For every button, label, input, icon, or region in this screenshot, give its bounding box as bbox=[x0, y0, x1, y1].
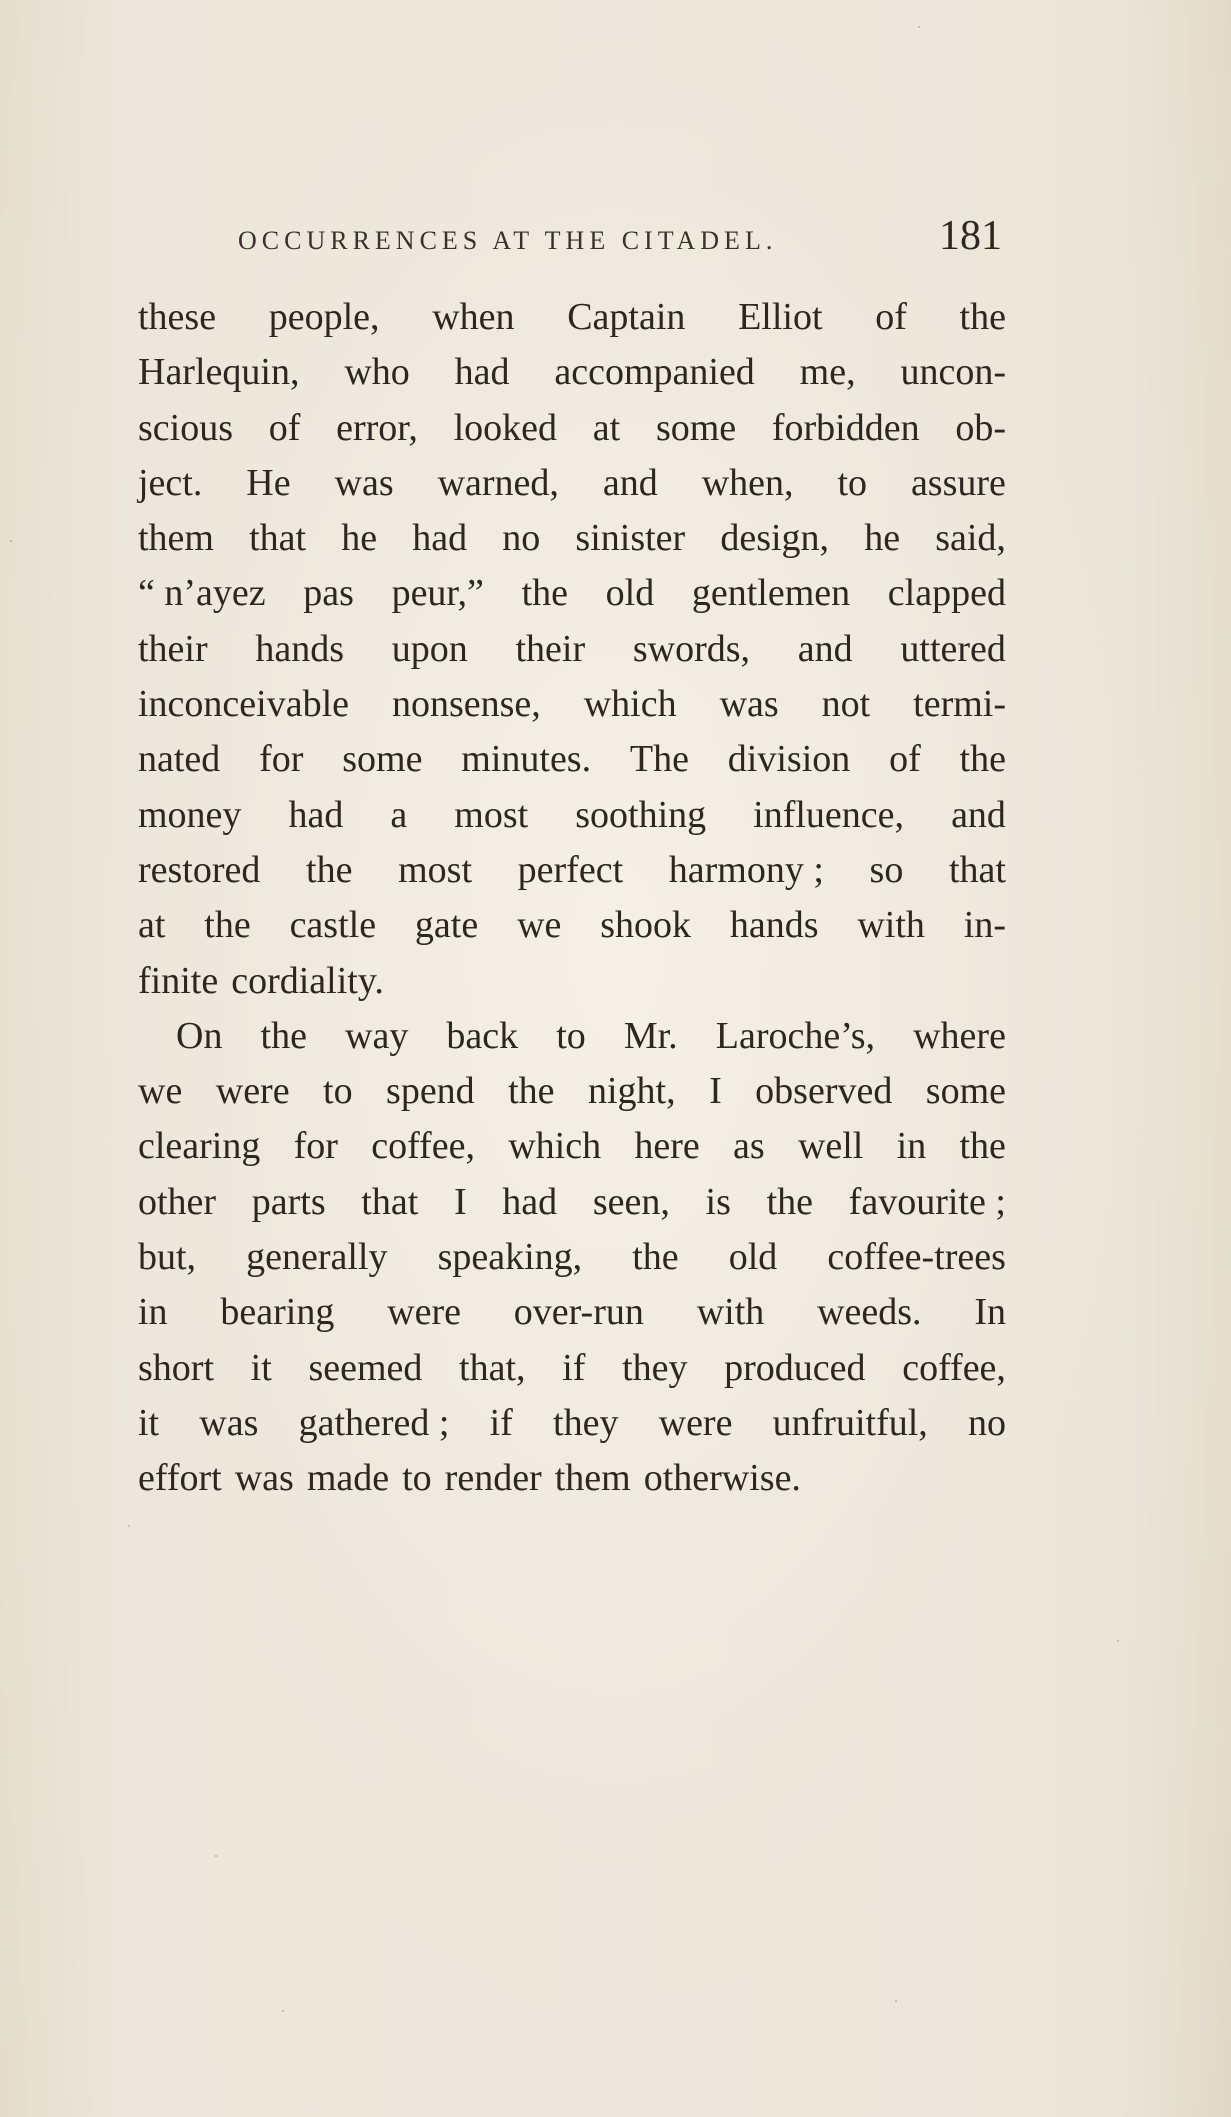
word: the bbox=[508, 1070, 555, 1113]
text-line bbox=[138, 788, 1006, 843]
word: forbidden bbox=[771, 406, 920, 449]
word: Elliot bbox=[738, 296, 823, 338]
word: I bbox=[453, 1180, 467, 1223]
word: where bbox=[913, 1014, 1006, 1057]
word: gentlemen bbox=[691, 572, 851, 615]
word: gathered ; bbox=[298, 1401, 450, 1444]
text-line bbox=[138, 954, 1006, 1009]
word: Mr. bbox=[623, 1014, 678, 1057]
word: coffee, bbox=[902, 1346, 1006, 1389]
word: these bbox=[138, 296, 217, 338]
word: Captain bbox=[567, 296, 686, 338]
text-line bbox=[138, 456, 1006, 511]
word: In bbox=[974, 1291, 1006, 1334]
word: He bbox=[246, 461, 291, 504]
word: he bbox=[341, 517, 378, 560]
word: termi- bbox=[913, 683, 1006, 726]
word: they bbox=[622, 1346, 688, 1389]
word: of bbox=[875, 296, 907, 338]
word: he bbox=[864, 517, 901, 560]
word: uncon- bbox=[900, 351, 1006, 394]
word: the bbox=[204, 904, 251, 947]
word: finite bbox=[138, 959, 219, 1002]
running-head bbox=[138, 212, 1002, 262]
text-line bbox=[138, 622, 1006, 677]
running-title: OCCURRENCES AT THE CITADEL. bbox=[238, 226, 778, 255]
word: said, bbox=[935, 517, 1006, 560]
word: the bbox=[521, 572, 569, 615]
word: gate bbox=[414, 904, 479, 947]
word: had bbox=[412, 517, 468, 560]
word: bearing bbox=[220, 1291, 335, 1334]
text-line bbox=[138, 677, 1006, 732]
word: castle bbox=[289, 904, 377, 947]
word: had bbox=[288, 793, 344, 836]
word: so bbox=[869, 848, 904, 891]
word: people, bbox=[268, 296, 380, 338]
text-line bbox=[138, 1341, 1006, 1396]
word: parts bbox=[251, 1180, 326, 1223]
word: was bbox=[719, 683, 779, 726]
word: Laroche’s, bbox=[715, 1014, 876, 1057]
word: looked bbox=[453, 406, 558, 449]
word: the bbox=[959, 1125, 1006, 1168]
word: restored bbox=[138, 848, 261, 891]
word: at bbox=[138, 904, 166, 947]
word: is bbox=[705, 1180, 731, 1223]
word: some bbox=[655, 406, 737, 449]
word: coffee, bbox=[371, 1125, 475, 1168]
word: ject. bbox=[138, 461, 203, 504]
word: who bbox=[344, 351, 410, 394]
text-line bbox=[138, 566, 1006, 621]
text-line bbox=[138, 1064, 1006, 1119]
word: influence, bbox=[753, 793, 905, 836]
word: them bbox=[554, 1457, 631, 1500]
text-line bbox=[138, 1230, 1006, 1285]
word: otherwise. bbox=[643, 1457, 801, 1500]
word: shook bbox=[600, 904, 692, 947]
word: were bbox=[387, 1291, 461, 1334]
word: speaking, bbox=[437, 1236, 583, 1279]
word: had bbox=[454, 351, 510, 394]
word: On bbox=[176, 1014, 223, 1057]
word: warned, bbox=[437, 461, 559, 504]
word: their bbox=[138, 627, 208, 670]
word: to bbox=[556, 1014, 586, 1057]
word: error, bbox=[336, 406, 418, 449]
word: we bbox=[138, 1070, 183, 1113]
text-line bbox=[138, 843, 1006, 898]
text-line bbox=[138, 511, 1006, 566]
word: back bbox=[446, 1014, 519, 1057]
word: but, bbox=[138, 1236, 197, 1279]
text-line bbox=[138, 1451, 1006, 1506]
word: the bbox=[959, 738, 1006, 781]
text-line bbox=[138, 732, 1006, 787]
word: of bbox=[889, 738, 921, 781]
word: when, bbox=[701, 461, 794, 504]
word: cordiality. bbox=[231, 959, 384, 1002]
word: made bbox=[306, 1457, 390, 1500]
word: way bbox=[345, 1014, 409, 1057]
word: were bbox=[658, 1401, 733, 1444]
word: in bbox=[896, 1125, 927, 1168]
word: unfruitful, bbox=[772, 1401, 928, 1444]
word: it bbox=[138, 1401, 160, 1444]
word: other bbox=[138, 1180, 217, 1223]
word: sinister bbox=[575, 517, 686, 560]
word: inconceivable bbox=[138, 683, 350, 726]
paper-speck bbox=[895, 2000, 897, 2002]
paper-speck bbox=[282, 2010, 284, 2012]
paper-speck bbox=[918, 26, 920, 28]
word: most bbox=[454, 793, 529, 836]
word: some bbox=[342, 738, 423, 781]
text-line bbox=[138, 345, 1006, 400]
word: The bbox=[629, 738, 689, 781]
word: the bbox=[306, 848, 353, 891]
word: clapped bbox=[887, 572, 1006, 615]
word: perfect bbox=[517, 848, 624, 891]
word: seen, bbox=[592, 1180, 670, 1223]
word: if bbox=[562, 1346, 586, 1389]
word: some bbox=[925, 1070, 1006, 1113]
word: observed bbox=[755, 1070, 893, 1113]
word: the bbox=[766, 1180, 813, 1223]
word: peur,” bbox=[391, 572, 484, 615]
word: when bbox=[432, 296, 515, 338]
word: effort bbox=[138, 1457, 222, 1500]
word: the bbox=[959, 296, 1006, 338]
word: soothing bbox=[575, 793, 707, 836]
word: old bbox=[728, 1236, 778, 1279]
word: was bbox=[334, 461, 394, 504]
word: and bbox=[797, 627, 853, 670]
word: which bbox=[583, 683, 677, 726]
word: at bbox=[592, 406, 621, 449]
word: the bbox=[632, 1236, 679, 1279]
word: me, bbox=[799, 351, 856, 394]
word: hands bbox=[255, 627, 345, 670]
word: over-run bbox=[513, 1291, 644, 1334]
word: and bbox=[602, 461, 658, 504]
paper-speck bbox=[1117, 1640, 1119, 1642]
word: it bbox=[250, 1346, 272, 1389]
word: if bbox=[489, 1401, 513, 1444]
word: to bbox=[837, 461, 867, 504]
word: with bbox=[857, 904, 925, 947]
word: they bbox=[553, 1401, 619, 1444]
word: them bbox=[138, 517, 214, 560]
word: for bbox=[293, 1125, 338, 1168]
word: spend bbox=[386, 1070, 475, 1113]
word: Harlequin, bbox=[138, 351, 300, 394]
word: produced bbox=[724, 1346, 866, 1389]
word: we bbox=[517, 904, 562, 947]
paper-speck bbox=[10, 540, 12, 542]
word: swords, bbox=[632, 627, 751, 670]
word: night, bbox=[588, 1070, 676, 1113]
word: pas bbox=[303, 572, 354, 615]
word: render bbox=[444, 1457, 542, 1500]
text-line bbox=[138, 1119, 1006, 1174]
word: division bbox=[727, 738, 851, 781]
word: nated bbox=[138, 738, 221, 781]
word: with bbox=[696, 1291, 765, 1334]
paper-speck bbox=[128, 1525, 130, 1527]
word: old bbox=[605, 572, 655, 615]
word: short bbox=[138, 1346, 214, 1389]
word: seemed bbox=[308, 1346, 423, 1389]
word: in- bbox=[963, 904, 1006, 947]
word: hands bbox=[729, 904, 819, 947]
word: here bbox=[634, 1125, 700, 1168]
text-line bbox=[138, 401, 1006, 456]
word: was bbox=[234, 1457, 294, 1500]
word: the bbox=[260, 1014, 307, 1057]
word: upon bbox=[391, 627, 468, 670]
word: no bbox=[967, 1401, 1006, 1444]
word: harmony ; bbox=[668, 848, 824, 891]
word: for bbox=[259, 738, 304, 781]
word: that bbox=[361, 1180, 419, 1223]
word: which bbox=[508, 1125, 602, 1168]
word: minutes. bbox=[461, 738, 592, 781]
word: I bbox=[709, 1070, 722, 1113]
word: in bbox=[138, 1291, 168, 1334]
word: design, bbox=[720, 517, 830, 560]
body-text bbox=[138, 290, 1006, 1507]
word: accompanied bbox=[554, 351, 755, 394]
text-line bbox=[138, 1009, 1006, 1064]
word: not bbox=[821, 683, 871, 726]
word: were bbox=[215, 1070, 290, 1113]
word: scious bbox=[138, 406, 233, 449]
word: to bbox=[323, 1070, 353, 1113]
word: as bbox=[733, 1125, 765, 1168]
word: uttered bbox=[900, 627, 1006, 670]
text-line bbox=[138, 1396, 1006, 1451]
word: coffee-trees bbox=[827, 1236, 1006, 1279]
page-number: 181 bbox=[939, 213, 1002, 259]
text-line bbox=[138, 898, 1006, 953]
word: assure bbox=[910, 461, 1006, 504]
word: favourite ; bbox=[848, 1180, 1006, 1223]
word: “ n’ayez bbox=[138, 572, 266, 615]
word: clearing bbox=[138, 1125, 261, 1168]
word: to bbox=[402, 1457, 432, 1500]
word: nonsense, bbox=[391, 683, 541, 726]
word: money bbox=[138, 793, 242, 836]
word: a bbox=[390, 793, 408, 836]
word: most bbox=[398, 848, 473, 891]
word: their bbox=[515, 627, 586, 670]
word: weeds. bbox=[817, 1291, 922, 1334]
word: of bbox=[268, 406, 301, 449]
word: had bbox=[502, 1180, 558, 1223]
text-line bbox=[138, 290, 1006, 345]
word: no bbox=[502, 517, 541, 560]
word: was bbox=[199, 1401, 259, 1444]
text-line bbox=[138, 1285, 1006, 1340]
text-line bbox=[138, 1175, 1006, 1230]
word: and bbox=[951, 793, 1006, 836]
word: that, bbox=[459, 1346, 526, 1389]
word: that bbox=[249, 517, 307, 560]
paper-speck bbox=[215, 1855, 217, 1857]
word: that bbox=[948, 848, 1006, 891]
word: well bbox=[797, 1125, 864, 1168]
word: generally bbox=[246, 1236, 388, 1279]
word: ob- bbox=[955, 406, 1006, 449]
